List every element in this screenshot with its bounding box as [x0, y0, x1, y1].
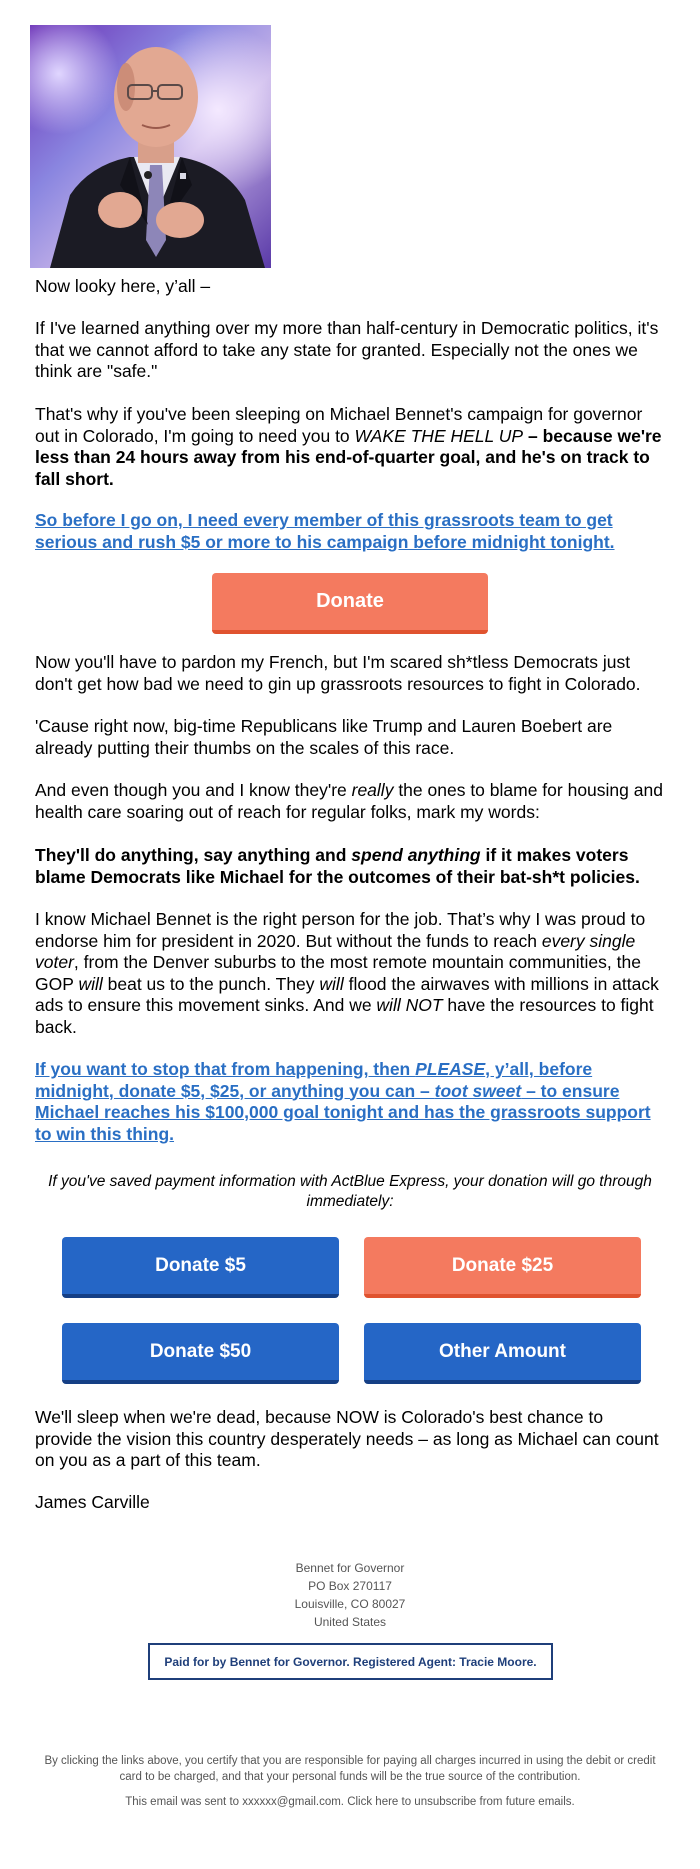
donate-5-button[interactable]: Donate $5 — [62, 1237, 339, 1298]
text: – to ensure Michael reaches his $100,000 goal tonight and has the grassroots support to win this thing. — [35, 1080, 651, 1144]
emphasis: will — [78, 973, 103, 994]
legal-disclaimer: By clicking the links above, you certify that you are responsible for paying all charges incurred in using the debit or credit card to be charged, and that your personal funds will be the true source of the contribution. — [44, 1755, 656, 1783]
donate-25-button[interactable]: Donate $25 — [364, 1237, 641, 1298]
donate-50-button[interactable]: Donate $50 — [62, 1323, 339, 1384]
paragraph-republicans: 'Cause right now, big-time Republicans like Trump and Lauren Boebert are already putting their thumbs on the scales of this race. — [35, 716, 613, 758]
emphasis: really — [351, 780, 394, 800]
emphasis: toot sweet — [434, 1080, 522, 1101]
paragraph-wake-up — [35, 404, 665, 490]
donate-link-text[interactable]: So before I go on, I need every member of this grassroots team to get serious and rush $5 or more to his campaign before midnight tonight. — [35, 510, 615, 552]
text: beat us to the punch. They — [102, 973, 320, 994]
donate-button[interactable]: Donate — [212, 573, 488, 634]
paragraph-french: Now you'll have to pardon my French, but I'm scared sh*tless Democrats just don't get how bad we need to gin up grassroots resources to fight in Colorado. — [35, 652, 641, 694]
emphasis: spend anything — [351, 845, 481, 865]
footer-country: United States — [313, 1615, 387, 1629]
text: , from the Denver suburbs to the most remote mountain communities, the GOP — [35, 952, 641, 994]
emphasis: WAKE THE HELL UP — [354, 425, 524, 446]
text: I know Michael Bennet is the right person for the job. That’s why I was proud to endorse him for president in 2020. But without the funds to reach — [35, 909, 646, 951]
express-note: If you've saved payment information with ActBlue Express, your donation will go through immediately: — [48, 1173, 652, 1210]
text: And even though you and I know they're — [35, 780, 352, 800]
text: If you want to stop that from happening, then — [35, 1059, 416, 1079]
unsubscribe-text[interactable]: This email was sent to xxxxxx@gmail.com. Click here to unsubscribe from future emails. — [125, 1796, 575, 1808]
text: if it makes voters blame Democrats like Michael for the outcomes of their bat-sh*t policies. — [35, 845, 640, 887]
paragraph-spend-anything — [35, 845, 665, 888]
paragraph-intro: If I've learned anything over my more than half-century in Democratic politics, it's that we cannot afford to take any state for granted. Especially not the ones we think are "safe." — [35, 318, 659, 381]
footer-org: Bennet for Governor — [295, 1561, 405, 1575]
donate-link-text[interactable] — [35, 1059, 651, 1144]
paragraph-blame — [35, 780, 665, 823]
donate-link-2[interactable] — [35, 1059, 665, 1145]
paragraph-closing: We'll sleep when we're dead, because NOW is Colorado's best chance to provide the vision this country desperately needs – as long as Michael can count on you as a part of this team. — [35, 1407, 659, 1470]
footer-city: Louisville, CO 80027 — [294, 1597, 406, 1611]
donate-link-1[interactable] — [35, 510, 665, 553]
emphasis: every single voter — [35, 930, 636, 972]
emphasis: PLEASE — [415, 1059, 486, 1079]
bold-text: – because we're less than 24 hours away from his end-of-quarter goal, and he's on track to fall short. — [35, 425, 662, 489]
text: They'll do anything, say anything and — [35, 845, 352, 865]
other-amount-button[interactable]: Other Amount — [364, 1323, 641, 1384]
emphasis: will NOT — [376, 995, 443, 1015]
hero-photo — [30, 25, 271, 268]
text: , y’all, before midnight, donate $5, $25, or anything you can – — [35, 1059, 593, 1101]
paid-for-box: Paid for by Bennet for Governor. Registered Agent: Tracie Moore. — [148, 1643, 553, 1680]
text: the ones to blame for housing and health care soaring out of reach for regular folks, mark my words: — [35, 780, 663, 822]
text: That's why if you've been sleeping on Michael Bennet's campaign for governor out in Colorado, I'm going to need you to — [35, 404, 643, 446]
text: have the resources to fight back. — [35, 995, 654, 1037]
footer-po-box: PO Box 270117 — [308, 1579, 392, 1593]
text: flood the airwaves with millions in attack ads to ensure this movement sinks. And we — [35, 973, 659, 1015]
signature: James Carville — [35, 1492, 150, 1512]
greeting: Now looky here, y’all – — [35, 276, 211, 296]
speaker-photo — [30, 25, 271, 268]
paragraph-bennet — [35, 909, 665, 1038]
emphasis: will — [319, 973, 344, 994]
